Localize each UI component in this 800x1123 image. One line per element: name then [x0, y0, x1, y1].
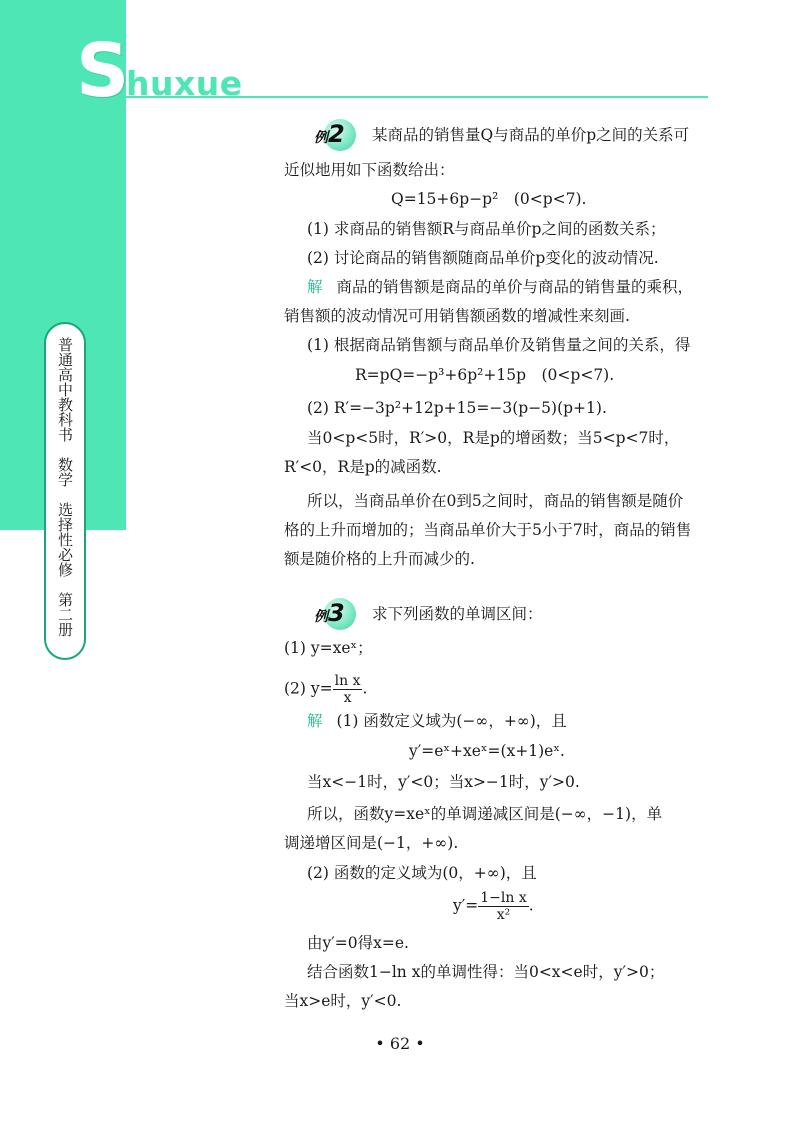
example2-line2: 近似地用如下函数给出：: [284, 161, 455, 179]
badge-label: 例2: [314, 120, 345, 148]
example2-conclusion1: 所以，当商品单价在0到5之间时，商品的销售额是随价: [307, 492, 684, 510]
example2-conclusion2: 格的上升而增加的；当商品单价大于5小于7时，商品的销售: [284, 521, 692, 539]
example3-derivative2: y′= $\frac{\text{1−ln x}}{\text{x²}}$ .: [453, 890, 534, 923]
solution-text: 商品的销售额是商品的单价与商品的销售量的乘积，: [336, 278, 694, 296]
fraction: $\frac{\text{1−ln x}}{\text{x²}}$: [480, 890, 527, 923]
example2-solution-line2: 销售额的波动情况可用销售额函数的增减性来刻画.: [284, 307, 630, 325]
example3-q2: (2) y= $\frac{\text{ln x}}{x}$ .: [284, 673, 368, 706]
example2-solution-line1: [307, 276, 693, 298]
example2-solution-p3a: 当0<p<5时，R′>0，R是p的增函数；当5<p<7时，: [307, 429, 680, 447]
logo-initial: S: [76, 28, 130, 114]
example2-solution-p2: (2) R′=−3p²+12p+15=−3(p−5)(p+1).: [307, 399, 607, 417]
solution-label: 解: [307, 712, 323, 730]
example3-q1: (1) y=xeˣ；: [284, 639, 373, 657]
example3-badge: [314, 600, 360, 630]
example2-q1: (1) 求商品的销售额R与商品单价p之间的函数关系；: [307, 220, 666, 238]
example3-conclusion1b: 调递增区间是(−1，+∞).: [284, 834, 459, 852]
example3-title: 求下列函数的单调区间：: [372, 605, 543, 623]
example3-header: [310, 600, 543, 630]
example2-badge: [314, 121, 360, 151]
example2-conclusion3: 额是随价格的上升而减少的.: [284, 550, 475, 568]
example2-solution-p3b: R′<0，R是p的减函数.: [284, 458, 442, 476]
book-title-tab: [44, 322, 86, 660]
example2-solution-p1: (1) 根据商品销售额与商品单价及销售量之间的关系，得: [307, 336, 691, 354]
example3-sign1: 当x<−1时，y′<0；当x>−1时，y′>0.: [307, 773, 580, 791]
example3-derivative1: y′=eˣ+xeˣ=(x+1)eˣ.: [409, 742, 565, 760]
fraction: $\frac{\text{ln x}}{x}$: [334, 673, 361, 706]
example2-line1: 某商品的销售量Q与商品的单价p之间的关系可: [372, 126, 690, 144]
example3-solution-1: [307, 710, 567, 732]
example3-solution-2: (2) 函数的定义域为(0，+∞)，且: [307, 864, 537, 882]
example2-formula: Q=15+6p−p² (0<p<7).: [391, 190, 587, 208]
solution-text: (1) 函数定义域为(−∞，+∞)，且: [336, 712, 567, 730]
example2-solution-formula: R=pQ=−p³+6p²+15p (0<p<7).: [355, 366, 615, 384]
page-number: • 62 •: [375, 1034, 425, 1053]
solution-label: 解: [307, 278, 323, 296]
example3-monotonicity1: 结合函数1−ln x的单调性得：当0<x<e时，y′>0；: [307, 963, 665, 981]
example3-monotonicity2: 当x>e时，y′<0.: [284, 992, 402, 1010]
example3-critical-point: 由y′=0得x=e.: [307, 934, 409, 952]
example2-q2: (2) 讨论商品的销售额随商品单价p变化的波动情况.: [307, 249, 659, 267]
badge-label: 例3: [314, 599, 345, 627]
logo-text: huxue: [126, 64, 243, 103]
example2-header: [310, 121, 689, 151]
example3-conclusion1a: 所以，函数y=xeˣ的单调递减区间是(−∞，−1)，单: [307, 805, 663, 823]
book-title-text: 普通高中教科书 数学 选择性必修 第二册: [56, 337, 74, 637]
